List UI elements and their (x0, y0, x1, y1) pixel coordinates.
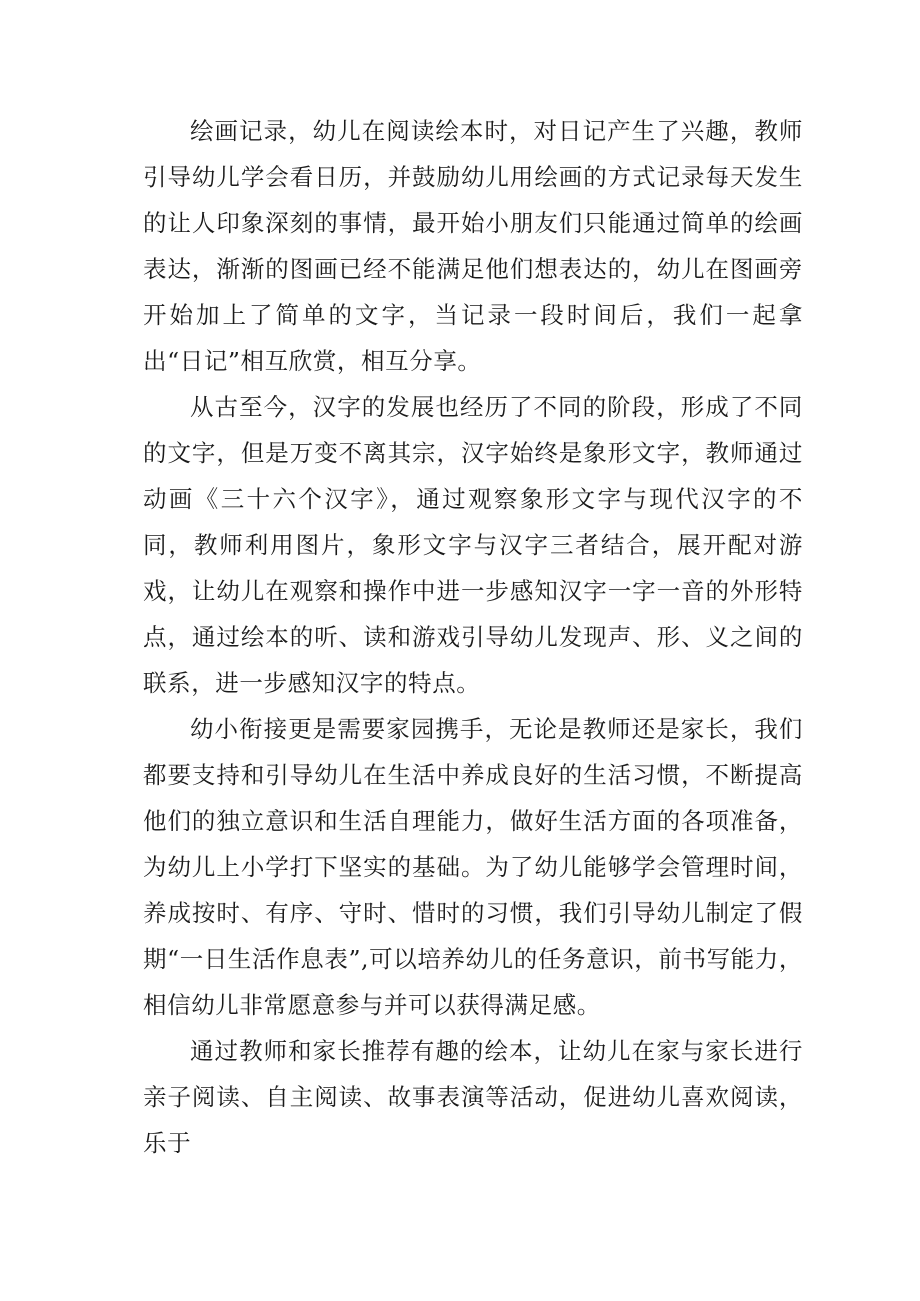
document-body (143, 108, 803, 1166)
paragraph-chinese-characters: 从古至今，汉字的发展也经历了不同的阶段，形成了不同的文字，但是万变不离其宗，汉字始终是象形文字，教师通过动画《三十六个汉字》，通过观察象形文字与现代汉字的不同，教师利用图片，象形文字与汉字三者结合，展开配对游戏，让幼儿在观察和操作中进一步感知汉字一字一音的外形特点，通过绘本的听、读和游戏引导幼儿发现声、形、义之间的联系，进一步感知汉字的特点。 (143, 393, 803, 697)
paragraph-diary-drawing: 绘画记录，幼儿在阅读绘本时，对日记产生了兴趣，教师引导幼儿学会看日历，并鼓励幼儿用绘画的方式记录每天发生的让人印象深刻的事情，最开始小朋友们只能通过简单的绘画表达，渐渐的图画已经不能满足他们想表达的，幼儿在图画旁开始加上了简单的文字，当记录一段时间后，我们一起拿出“日记”相互欣赏，相互分享。 (143, 117, 803, 375)
paragraph-picture-book-reading: 通过教师和家长推荐有趣的绘本，让幼儿在家与家长进行亲子阅读、自主阅读、故事表演等活动，促进幼儿喜欢阅读，乐于 (143, 1037, 803, 1157)
paragraph-home-school-cooperation: 幼小衔接更是需要家园携手，无论是教师还是家长，我们都要支持和引导幼儿在生活中养成良好的生活习惯，不断提高他们的独立意识和生活自理能力，做好生活方面的各项准备，为幼儿上小学打下坚实的基础。为了幼儿能够学会管理时间，养成按时、有序、守时、惜时的习惯，我们引导幼儿制定了假期“一日生活作息表”,可以培养幼儿的任务意识，前书写能力，相信幼儿非常愿意参与并可以获得满足感。 (143, 715, 803, 1019)
